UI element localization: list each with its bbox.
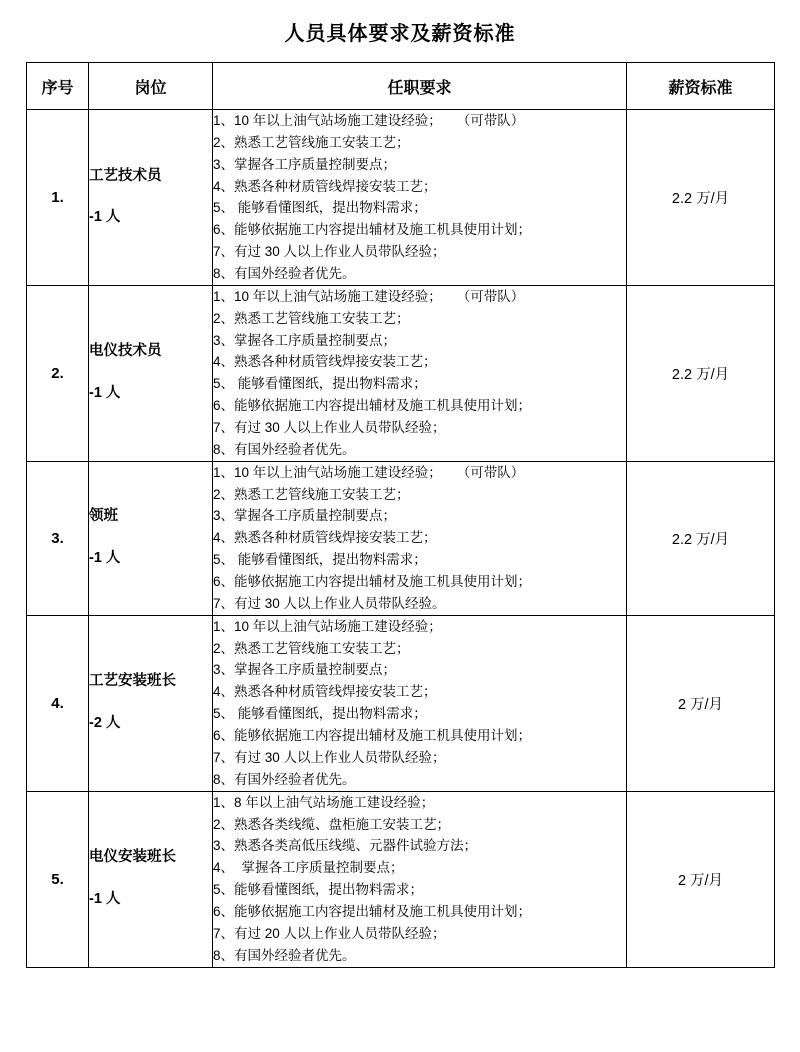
row-post bbox=[89, 791, 213, 967]
post-name: 工艺技术员 bbox=[89, 167, 162, 184]
row-requirements bbox=[213, 461, 627, 615]
row-number: 3. bbox=[27, 461, 89, 615]
requirement-line: 5、 能够看懂图纸，提出物料需求； bbox=[213, 200, 427, 216]
row-requirements bbox=[213, 285, 627, 461]
post-name: 电仪技术员 bbox=[89, 343, 162, 360]
requirement-line: 8、有国外经验者优先。 bbox=[213, 266, 356, 282]
post-name: 领班 bbox=[89, 508, 118, 525]
post-count: -1 人 bbox=[89, 209, 121, 226]
row-number: 2. bbox=[27, 285, 89, 461]
row-salary: 2.2 万/月 bbox=[627, 461, 775, 615]
requirement-line: 6、能够依据施工内容提出辅材及施工机具使用计划； bbox=[213, 903, 532, 919]
post-name: 工艺安装班长 bbox=[89, 673, 176, 690]
requirement-line: 2、熟悉工艺管线施工安装工艺； bbox=[213, 134, 410, 150]
requirement-line: 7、有过 30 人以上作业人员带队经验； bbox=[213, 244, 446, 260]
row-post bbox=[89, 461, 213, 615]
requirement-line: 5、能够看懂图纸，提出物料需求； bbox=[213, 882, 424, 898]
requirement-line: 5、 能够看懂图纸，提出物料需求； bbox=[213, 376, 427, 392]
row-salary: 2.2 万/月 bbox=[627, 285, 775, 461]
page-title: 人员具体要求及薪资标准 bbox=[284, 23, 516, 45]
requirement-line: 8、有国外经验者优先。 bbox=[213, 947, 356, 963]
requirement-line: 6、能够依据施工内容提出辅材及施工机具使用计划； bbox=[213, 728, 532, 744]
requirement-line: 7、有过 30 人以上作业人员带队经验； bbox=[213, 420, 446, 436]
requirement-line: 5、 能够看懂图纸，提出物料需求； bbox=[213, 552, 427, 568]
table-row bbox=[27, 285, 775, 461]
requirement-line: 3、掌握各工序质量控制要点； bbox=[213, 662, 397, 678]
requirement-line: 1、10 年以上油气站场施工建设经验； （可带队） bbox=[213, 464, 525, 480]
requirement-line: 4、熟悉各种材质管线焊接安装工艺； bbox=[213, 354, 437, 370]
requirement-line: 8、有国外经验者优先。 bbox=[213, 441, 356, 457]
requirements-table bbox=[26, 62, 775, 968]
column-header-no: 序号 bbox=[27, 63, 89, 110]
row-salary: 2 万/月 bbox=[627, 791, 775, 967]
row-requirements bbox=[213, 110, 627, 286]
table-row bbox=[27, 791, 775, 967]
row-number: 1. bbox=[27, 110, 89, 286]
requirement-line: 3、掌握各工序质量控制要点； bbox=[213, 508, 397, 524]
post-count: -1 人 bbox=[89, 891, 121, 908]
row-salary: 2 万/月 bbox=[627, 615, 775, 791]
row-salary: 2.2 万/月 bbox=[627, 110, 775, 286]
row-post bbox=[89, 615, 213, 791]
requirement-line: 7、有过 20 人以上作业人员带队经验； bbox=[213, 925, 446, 941]
requirement-line: 3、掌握各工序质量控制要点； bbox=[213, 156, 397, 172]
requirement-line: 7、有过 30 人以上作业人员带队经验。 bbox=[213, 595, 446, 611]
row-requirements bbox=[213, 791, 627, 967]
requirement-line: 4、熟悉各种材质管线焊接安装工艺； bbox=[213, 684, 437, 700]
requirement-line: 1、10 年以上油气站场施工建设经验； （可带队） bbox=[213, 288, 525, 304]
requirement-line: 3、掌握各工序质量控制要点； bbox=[213, 332, 397, 348]
row-number: 5. bbox=[27, 791, 89, 967]
requirement-line: 4、 掌握各工序质量控制要点； bbox=[213, 860, 404, 876]
requirement-line: 1、10 年以上油气站场施工建设经验； （可带队） bbox=[213, 113, 525, 128]
column-header-post: 岗位 bbox=[89, 63, 213, 110]
requirement-line: 8、有国外经验者优先。 bbox=[213, 771, 356, 787]
row-post bbox=[89, 110, 213, 286]
requirement-line: 1、10 年以上油气站场施工建设经验； bbox=[213, 618, 442, 634]
post-count: -1 人 bbox=[89, 550, 121, 567]
table-header bbox=[27, 63, 775, 110]
requirement-line: 2、熟悉工艺管线施工安装工艺； bbox=[213, 310, 410, 326]
column-header-salary: 薪资标准 bbox=[627, 63, 775, 110]
column-header-requirements: 任职要求 bbox=[213, 63, 627, 110]
requirement-line: 1、8 年以上油气站场施工建设经验； bbox=[213, 794, 435, 810]
table-body bbox=[27, 110, 775, 968]
table-header-row bbox=[27, 63, 775, 110]
requirement-line: 2、熟悉工艺管线施工安装工艺； bbox=[213, 486, 410, 502]
table-row bbox=[27, 461, 775, 615]
requirement-line: 4、熟悉各种材质管线焊接安装工艺； bbox=[213, 530, 437, 546]
requirement-line: 5、 能够看懂图纸，提出物料需求； bbox=[213, 706, 427, 722]
post-name: 电仪安装班长 bbox=[89, 849, 176, 866]
requirement-line: 6、能够依据施工内容提出辅材及施工机具使用计划； bbox=[213, 222, 532, 238]
row-number: 4. bbox=[27, 615, 89, 791]
post-count: -1 人 bbox=[89, 385, 121, 402]
post-count: -2 人 bbox=[89, 715, 121, 732]
table-row bbox=[27, 615, 775, 791]
requirement-line: 7、有过 30 人以上作业人员带队经验； bbox=[213, 749, 446, 765]
requirement-line: 3、熟悉各类高低压线缆、元器件试验方法； bbox=[213, 838, 478, 854]
table-row bbox=[27, 110, 775, 286]
row-requirements bbox=[213, 615, 627, 791]
requirement-line: 2、熟悉各类线缆、盘柜施工安装工艺； bbox=[213, 816, 451, 832]
row-post bbox=[89, 285, 213, 461]
requirement-line: 6、能够依据施工内容提出辅材及施工机具使用计划； bbox=[213, 574, 532, 590]
requirement-line: 4、熟悉各种材质管线焊接安装工艺； bbox=[213, 178, 437, 194]
requirement-line: 2、熟悉工艺管线施工安装工艺； bbox=[213, 640, 410, 656]
requirement-line: 6、能够依据施工内容提出辅材及施工机具使用计划； bbox=[213, 398, 532, 414]
